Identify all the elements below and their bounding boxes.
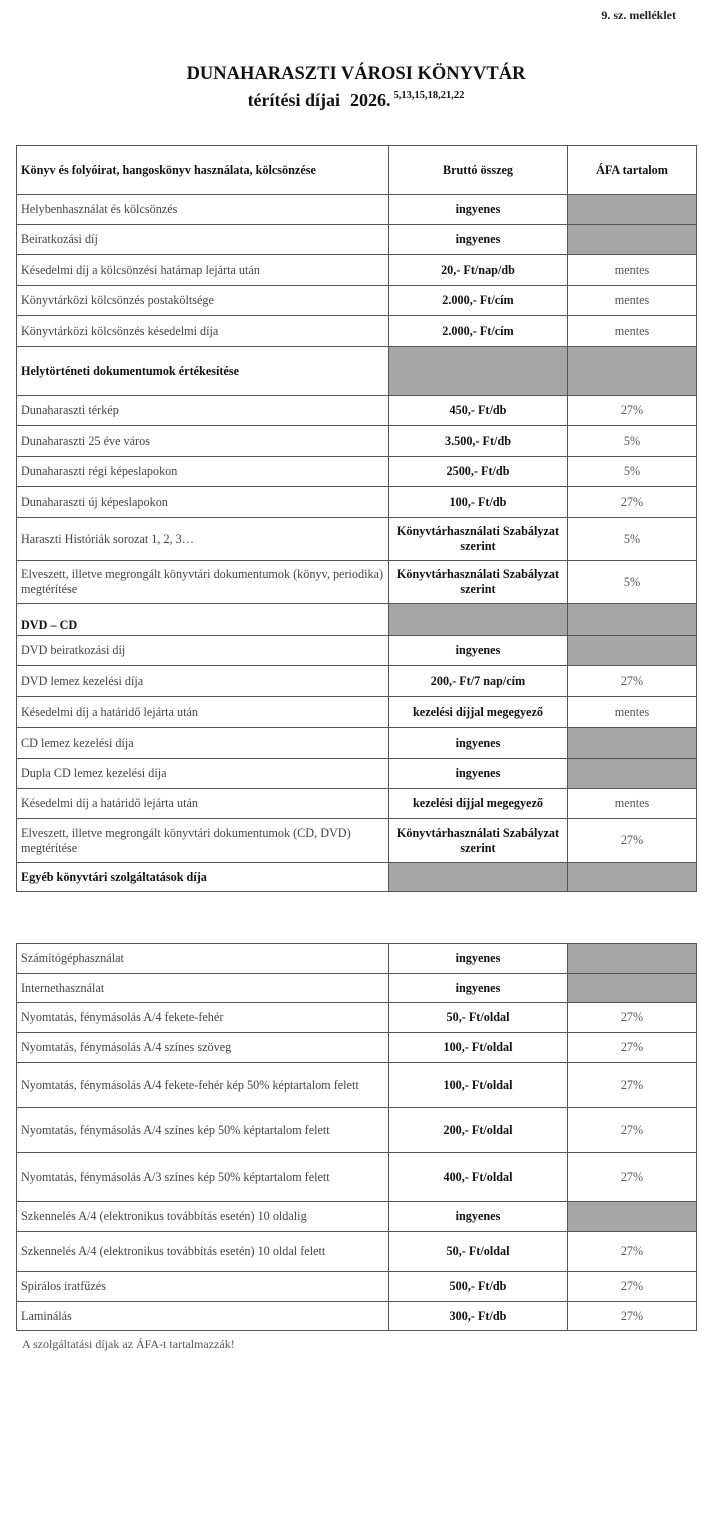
row-vat-empty [568,944,697,974]
row-label: Késedelmi díj a határidő lejárta után [17,789,389,819]
row-label: Spirálos iratfűzés [17,1272,389,1302]
row-label: Dupla CD lemez kezelési díja [17,759,389,789]
section-vat-empty [568,347,697,396]
table-row [17,1003,697,1033]
row-label: DVD beiratkozási díj [17,636,389,666]
row-amount: 100,- Ft/db [389,487,568,518]
table-row [17,487,697,518]
table-row [17,195,697,225]
row-label: Dunaharaszti régi képeslapokon [17,457,389,487]
row-amount: 2.000,- Ft/cím [389,286,568,316]
row-label: Dunaharaszti 25 éve város [17,426,389,457]
table-row [17,1033,697,1063]
row-amount: Könyvtárhasználati Szabályzat szerint [389,561,568,604]
row-vat: mentes [568,255,697,286]
table-row [17,974,697,1003]
row-label: Szkennelés A/4 (elektronikus továbbítás esetén) 10 oldalig [17,1202,389,1232]
table-row [17,1272,697,1302]
row-amount: kezelési díjjal megegyező [389,789,568,819]
row-amount: ingyenes [389,636,568,666]
row-amount: 200,- Ft/7 nap/cím [389,666,568,697]
page-title: DUNAHARASZTI VÁROSI KÖNYVTÁR [186,64,526,84]
row-vat: 27% [568,1302,697,1331]
row-label: Késedelmi díj a határidő lejárta után [17,697,389,728]
row-amount: 50,- Ft/oldal [389,1003,568,1033]
row-vat: 27% [568,487,697,518]
table-row [17,255,697,286]
row-amount: 50,- Ft/oldal [389,1232,568,1272]
table-row [17,636,697,666]
table-row [17,225,697,255]
row-amount: ingyenes [389,225,568,255]
header-service: Könyv és folyóirat, hangoskönyv használata, kölcsönzése [17,146,389,195]
row-label: Laminálás [17,1302,389,1331]
row-label: Nyomtatás, fénymásolás A/4 fekete-fehér [17,1003,389,1033]
row-vat: 27% [568,1063,697,1108]
section-header-row [17,604,697,636]
row-label: Késedelmi díj a kölcsönzési határnap lejárta után [17,255,389,286]
row-vat: 27% [568,1272,697,1302]
section-title-dvd-cd: DVD – CD [17,604,389,636]
row-amount: 400,- Ft/oldal [389,1153,568,1202]
annex-label: 9. sz. melléklet [601,8,676,22]
table-row [17,1108,697,1153]
row-label: Könyvtárközi kölcsönzés késedelmi díja [17,316,389,347]
row-vat: 5% [568,426,697,457]
row-vat: mentes [568,286,697,316]
row-label: Nyomtatás, fénymásolás A/3 színes kép 50% képtartalom felett [17,1153,389,1202]
table-row [17,561,697,604]
row-label: Helybenhasználat és kölcsönzés [17,195,389,225]
row-label: Elveszett, illetve megrongált könyvtári dokumentumok (könyv, periodika) megtérítése [17,561,389,604]
subtitle-text: térítési díjai [247,90,341,110]
row-amount: ingyenes [389,195,568,225]
table-row [17,1202,697,1232]
fee-table-other-services [16,943,697,1331]
row-label: Internethasználat [17,974,389,1003]
row-vat: 5% [568,457,697,487]
subtitle-year: 2026. [350,90,391,110]
table-row [17,1302,697,1331]
table-row [17,518,697,561]
row-vat-empty [568,974,697,1003]
row-amount: ingyenes [389,974,568,1003]
row-vat-empty [568,636,697,666]
section-amount-empty [389,347,568,396]
section-vat-empty [568,604,697,636]
table-row [17,426,697,457]
table-row [17,944,697,974]
row-amount: kezelési díjjal megegyező [389,697,568,728]
row-amount: Könyvtárhasználati Szabályzat szerint [389,518,568,561]
row-label: Beiratkozási díj [17,225,389,255]
table-row [17,457,697,487]
page-subtitle [0,85,712,111]
section-amount-empty [389,604,568,636]
row-label: CD lemez kezelési díja [17,728,389,759]
row-vat: mentes [568,789,697,819]
row-amount: 300,- Ft/db [389,1302,568,1331]
footnote-vat-included: A szolgáltatási díjak az ÁFA-t tartalmazzák! [22,1337,235,1351]
row-vat: mentes [568,316,697,347]
row-amount: 200,- Ft/oldal [389,1108,568,1153]
row-label: Szkennelés A/4 (elektronikus továbbítás esetén) 10 oldal felett [17,1232,389,1272]
table-header-row [17,146,697,195]
table-row [17,1232,697,1272]
table-row [17,728,697,759]
section-amount-empty [389,863,568,892]
row-label: Könyvtárközi kölcsönzés postaköltsége [17,286,389,316]
row-vat-empty [568,759,697,789]
table-row [17,789,697,819]
row-amount: 450,- Ft/db [389,396,568,426]
fee-table-library-services [16,145,697,892]
row-amount: 100,- Ft/oldal [389,1033,568,1063]
row-amount: ingyenes [389,944,568,974]
row-label: Nyomtatás, fénymásolás A/4 színes kép 50% képtartalom felett [17,1108,389,1153]
row-label: Dunaharaszti új képeslapokon [17,487,389,518]
section-header-row [17,863,697,892]
table-row [17,1153,697,1202]
header-gross-amount: Bruttó összeg [389,146,568,195]
row-amount: ingyenes [389,759,568,789]
row-vat: 5% [568,518,697,561]
section-vat-empty [568,863,697,892]
row-vat: 27% [568,666,697,697]
row-amount: ingyenes [389,1202,568,1232]
row-label: Elveszett, illetve megrongált könyvtári dokumentumok (CD, DVD) megtérítése [17,819,389,863]
row-label: Nyomtatás, fénymásolás A/4 színes szöveg [17,1033,389,1063]
subtitle-footnote-refs: 5,13,15,18,21,22 [393,90,465,101]
row-label: Haraszti Históriák sorozat 1, 2, 3… [17,518,389,561]
row-label: DVD lemez kezelési díja [17,666,389,697]
row-amount: 2500,- Ft/db [389,457,568,487]
row-amount: ingyenes [389,728,568,759]
row-vat-empty [568,728,697,759]
row-vat: 27% [568,1232,697,1272]
row-amount: 500,- Ft/db [389,1272,568,1302]
table-row [17,1063,697,1108]
table-row [17,666,697,697]
header-vat: ÁFA tartalom [568,146,697,195]
row-label: Számítógéphasználat [17,944,389,974]
row-amount: 20,- Ft/nap/db [389,255,568,286]
row-vat: 5% [568,561,697,604]
table-row [17,697,697,728]
row-vat: 27% [568,1153,697,1202]
row-label: Dunaharaszti térkép [17,396,389,426]
row-vat: 27% [568,1108,697,1153]
table-row [17,396,697,426]
row-vat-empty [568,1202,697,1232]
row-vat-empty [568,195,697,225]
row-vat: 27% [568,1003,697,1033]
section-header-row [17,347,697,396]
table-row [17,316,697,347]
row-vat: mentes [568,697,697,728]
row-amount: 3.500,- Ft/db [389,426,568,457]
row-amount: 2.000,- Ft/cím [389,316,568,347]
row-amount: Könyvtárhasználati Szabályzat szerint [389,819,568,863]
table-row [17,286,697,316]
row-vat: 27% [568,819,697,863]
row-label: Nyomtatás, fénymásolás A/4 fekete-fehér kép 50% képtartalom felett [17,1063,389,1108]
row-amount: 100,- Ft/oldal [389,1063,568,1108]
row-vat-empty [568,225,697,255]
table-row [17,759,697,789]
section-title-local-history: Helytörténeti dokumentumok értékesítése [17,347,389,396]
row-vat: 27% [568,396,697,426]
row-vat: 27% [568,1033,697,1063]
section-title-other-services: Egyéb könyvtári szolgáltatások díja [17,863,389,892]
table-row [17,819,697,863]
